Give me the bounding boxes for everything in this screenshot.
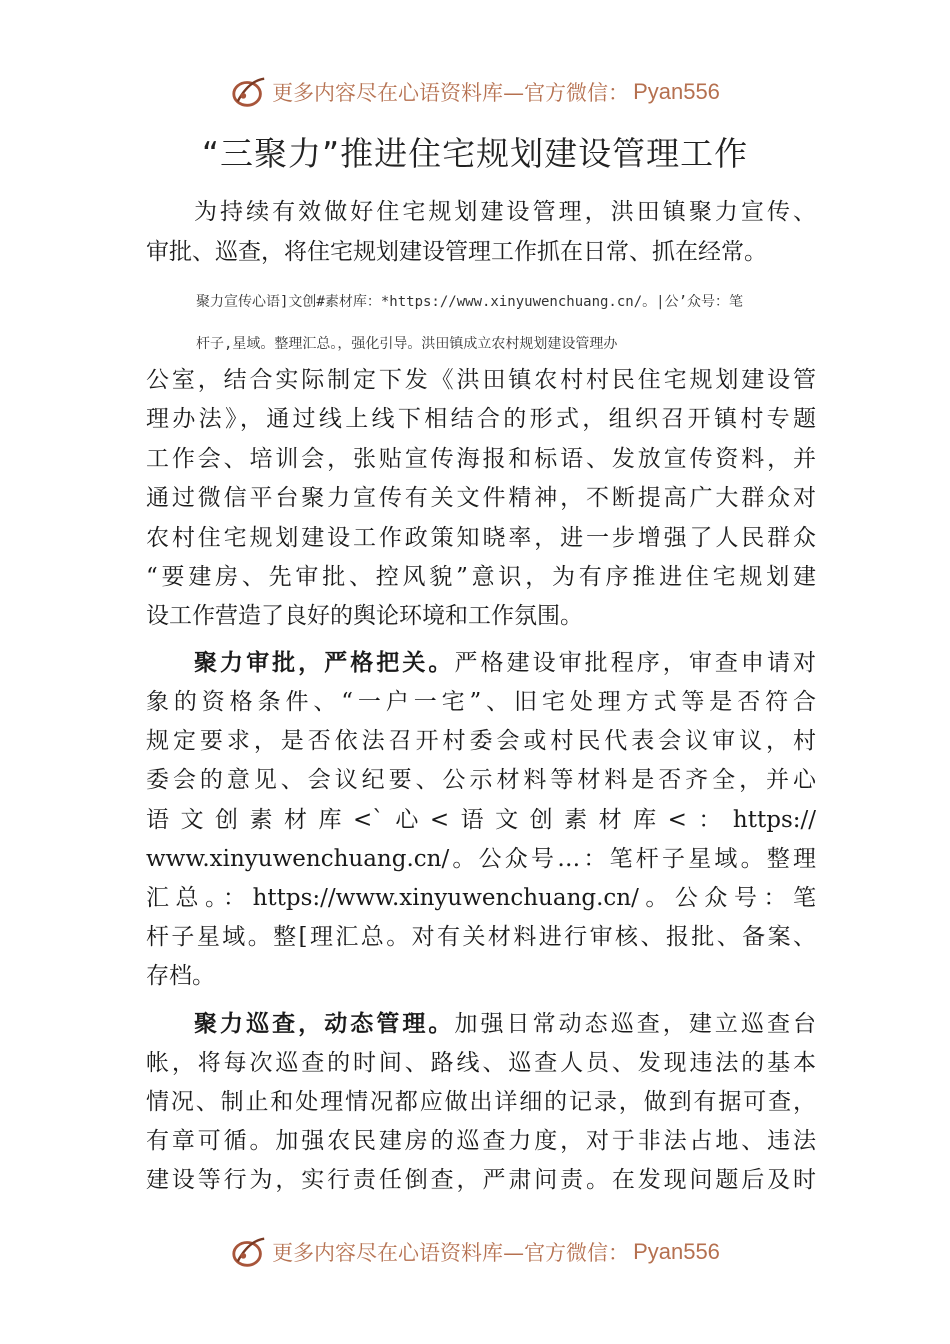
- header-banner: [0, 72, 950, 112]
- banner-wechat-id: Pyan556: [633, 1239, 720, 1264]
- para3-first-line: [194, 1009, 816, 1039]
- para1-line: 理办法》，通过线上线下相结合的形式，组织召开镇村专题: [146, 406, 816, 432]
- para2-first-text: 严格建设审批程序，审查申请对: [454, 650, 817, 676]
- brush-logo-icon: [230, 1233, 268, 1271]
- para2-heading: 聚力审批，严格把关。: [194, 650, 455, 676]
- para1-line: 公室，结合实际制定下发《洪田镇农村村民住宅规划建设管: [146, 367, 816, 393]
- para1-line: “要建房、先审批、控风貌”意识，为有序推进住宅规划建: [146, 564, 816, 590]
- para1-line: 农村住宅规划建设工作政策知晓率，进一步增强了人民群众: [146, 525, 816, 551]
- para2-line: 语文创素材库<`心<语文创素材库<：https://: [146, 807, 816, 833]
- para2-line: 规定要求，是否依法召开村委会或村民代表会议审议，村: [146, 728, 816, 754]
- para3-first-text: 加强日常动态巡查，建立巡查台: [454, 1011, 817, 1037]
- banner-separator: —官方微信：: [503, 1241, 630, 1265]
- para2-line: 汇总。：https://www.xinyuwenchuang.cn/。公众号：笔: [146, 885, 816, 911]
- para1-line: 通过微信平台聚力宣传有关文件精神，不断提高广大群众对: [146, 485, 816, 511]
- para3-line: 情况、制止和处理情况都应做出详细的记录，做到有据可查，: [146, 1089, 816, 1115]
- para2-line: 存档。: [146, 963, 215, 989]
- para3-line: 帐，将每次巡查的时间、路线、巡查人员、发现违法的基本: [146, 1050, 816, 1076]
- document-title: “三聚力”推进住宅规划建设管理工作: [201, 134, 749, 173]
- para2-line: 杆子星域。整[理汇总。对有关材料进行审核、报批、备案、: [146, 924, 816, 950]
- para3-line: 建设等行为，实行责任倒查，严肃问责。在发现问题后及时: [146, 1167, 816, 1193]
- para2-line: 委会的意见、会议纪要、公示材料等材料是否齐全，并心: [146, 767, 816, 793]
- para2-line: 象的资格条件、“一户一宅”、旧宅处理方式等是否符合: [146, 689, 816, 715]
- brush-logo-icon: [230, 73, 268, 111]
- banner-text: 更多内容尽在心语资料库: [272, 1241, 504, 1265]
- para2-line: www.xinyuwenchuang.cn/。公众号…：笔杆子星域。整理: [146, 846, 816, 872]
- para3-heading: 聚力巡查，动态管理。: [194, 1011, 455, 1037]
- footer-banner: [0, 1232, 950, 1272]
- para1-line: 工作会、培训会，张贴宣传海报和标语、发放宣传资料，并: [146, 446, 816, 472]
- banner-text: 更多内容尽在心语资料库: [272, 81, 504, 105]
- banner-wechat-id: Pyan556: [633, 79, 720, 104]
- intro-line: 审批、巡查，将住宅规划建设管理工作抓在日常、抓在经常。: [146, 239, 767, 265]
- watermark-line: 聚力宣传心语]文创#素材库：*https://www.xinyuwenchuang.cn/。|公’众号：笔: [196, 294, 744, 310]
- para3-line: 有章可循。加强农民建房的巡查力度，对于非法占地、违法: [146, 1128, 816, 1154]
- para1-line: 设工作营造了良好的舆论环境和工作氛围。: [146, 603, 583, 629]
- banner-separator: —官方微信：: [503, 81, 630, 105]
- watermark-line: 杆子,星域。整理汇总。，强化引导。洪田镇成立农村规划建设管理办: [196, 336, 618, 352]
- para2-first-line: [194, 648, 816, 678]
- intro-line: 为持续有效做好住宅规划建设管理，洪田镇聚力宣传、: [194, 199, 816, 225]
